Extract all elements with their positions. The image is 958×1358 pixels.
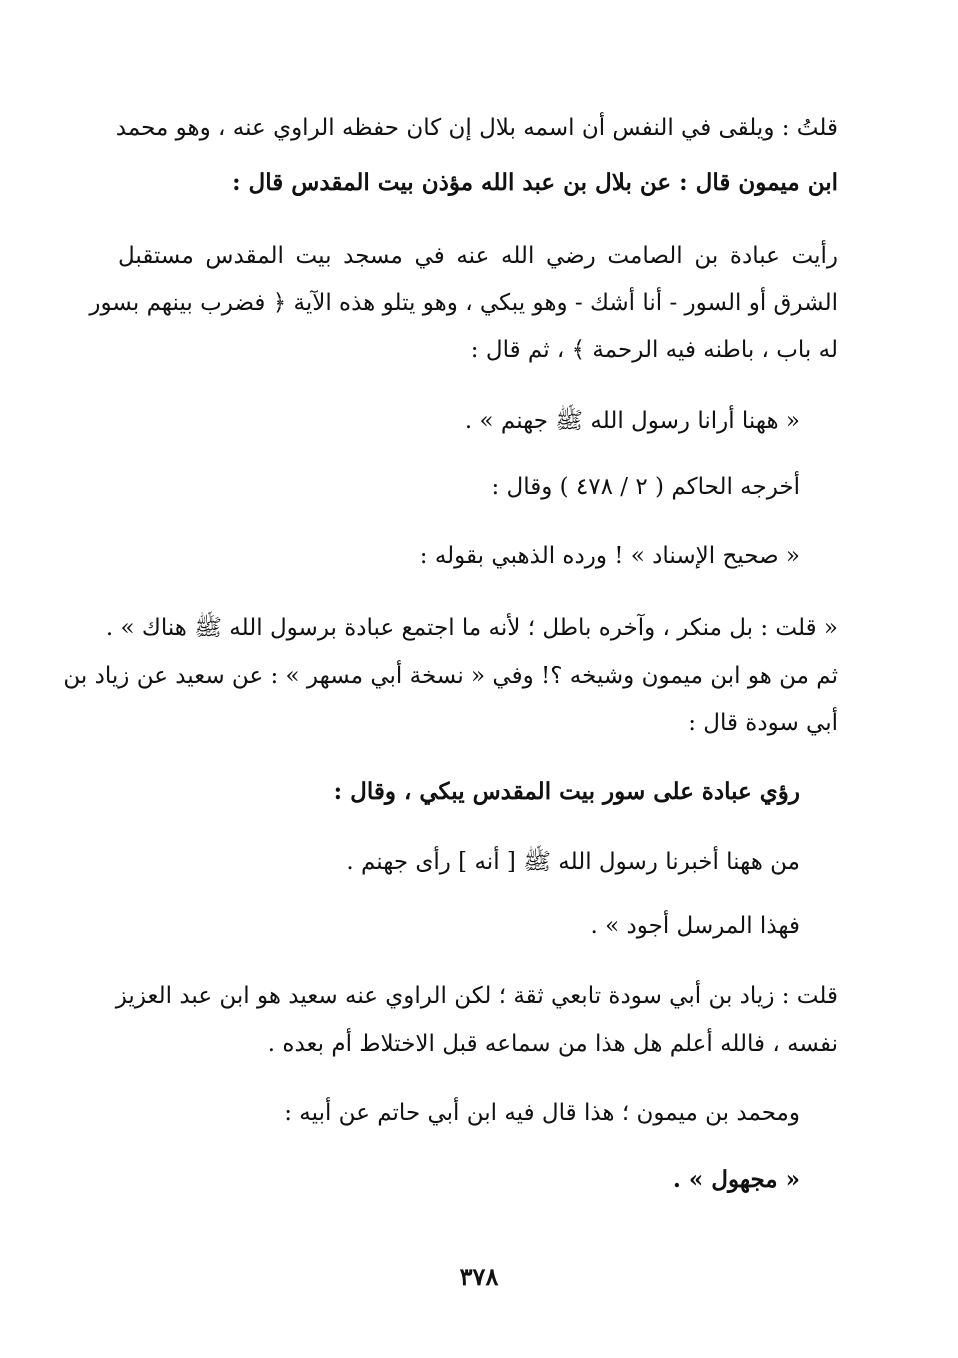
text-line: من ههنا أخبرنا رسول الله ﷺ [ أنه ] رأى جهنم . [346,849,800,875]
text-line: « قلت : بل منكر ، وآخره باطل ؛ لأنه ما اجتمع عبادة برسول الله ﷺ هناك » . [105,615,838,641]
text-line: أخرجه الحاكم ( ٢ / ٤٧٨ ) وقال : [491,474,800,500]
text-line: قلتُ : ويلقى في النفس أن اسمه بلال إن كان حفظه الراوي عنه ، وهو محمد [115,115,838,141]
text-line: له باب ، باطنه فيه الرحمة ﴾ ، ثم قال : [470,337,838,363]
text-line: « ههنا أرانا رسول الله ﷺ جهنم » . [464,408,800,434]
text-line: ثم من هو ابن ميمون وشيخه ؟! وفي « نسخة أبي مسهر » : عن سعيد عن زياد بن [63,663,838,689]
text-line: فهذا المرسل أجود » . [590,913,800,939]
text-line: ومحمد بن ميمون ؛ هذا قال فيه ابن أبي حاتم عن أبيه : [284,1100,800,1126]
text-line: « صحيح الإسناد » ! ورده الذهبي بقوله : [419,543,800,569]
text-line: قلت : زياد بن أبي سودة تابعي ثقة ؛ لكن الراوي عنه سعيد هو ابن عبد العزيز [115,983,838,1009]
text-line: نفسه ، فالله أعلم هل هذا من سماعه قبل الاختلاط أم بعده . [267,1031,838,1057]
text-line: رؤي عبادة على سور بيت المقدس يبكي ، وقال : [333,778,800,805]
text-line: ابن ميمون قال : عن بلال بن عبد الله مؤذن بيت المقدس قال : [232,169,838,196]
text-line: أبي سودة قال : [688,710,838,736]
text-line: رأيت عبادة بن الصامت رضي الله عنه في مسجد بيت المقدس مستقبل [118,243,838,269]
text-line: « مجهول » . [672,1166,800,1193]
text-line: الشرق أو السور - أنا أشك - وهو يبكي ، وهو يتلو هذه الآية ﴿ فضرب بينهم بسور [89,290,838,316]
page-number: ٣٧٨ [459,1262,499,1291]
